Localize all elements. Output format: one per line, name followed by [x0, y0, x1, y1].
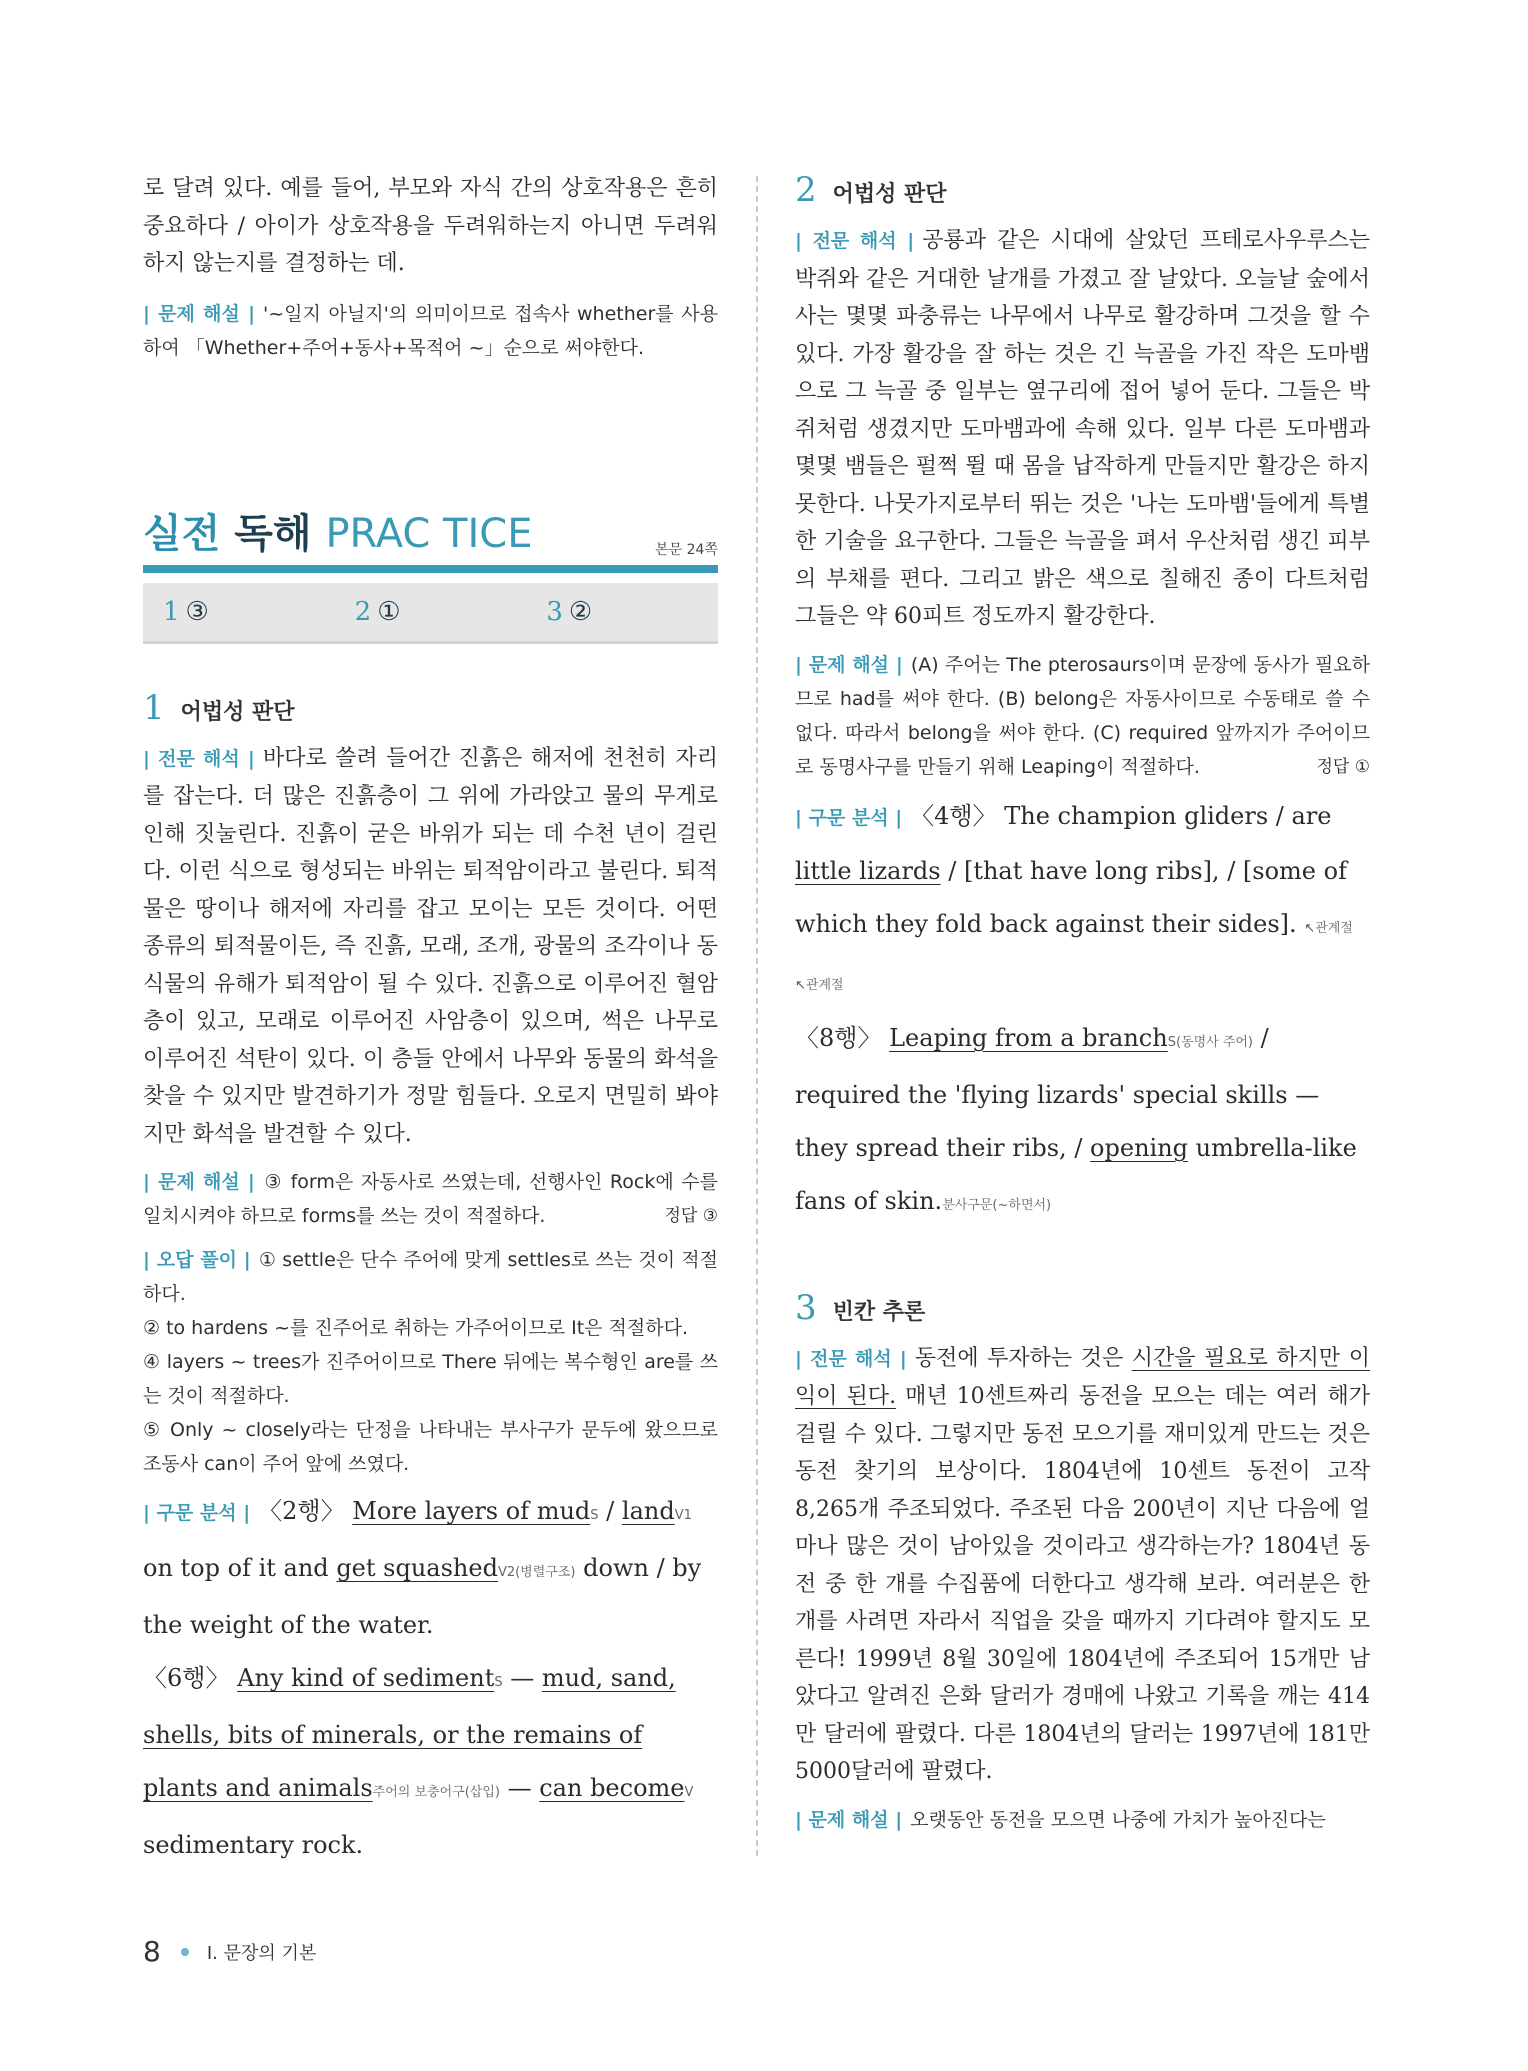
left-column	[143, 170, 718, 1872]
section-1-header	[143, 688, 718, 728]
plain-text: / [that have long ribs], / [some of which they fold back against their sides].	[795, 856, 1347, 938]
syntax-tag: | 구문 분석 |	[143, 1502, 251, 1524]
explanation-text: ③ form은 자동사로 쓰였는데, 선행사인 Rock에 수를 일치시켜야 하므로 forms를 쓰는 것이 적절하다.	[143, 1171, 719, 1227]
section-2-explanation	[795, 648, 1370, 784]
title-korean-2: 독해	[234, 510, 312, 557]
subject-label: S	[494, 1675, 503, 1690]
section-title: 빈칸 추론	[832, 1299, 926, 1325]
section-1-translation	[143, 740, 718, 1154]
page-number: 8	[143, 1935, 161, 1968]
section-number: 2	[795, 170, 817, 210]
intro-note	[143, 297, 718, 365]
note-text: '~일지 아닐지'의 의미이므로 접속사 whether를 사용하여 「Whether+주어+동사+목적어 ~」순으로 써야한다.	[143, 302, 718, 359]
translation-text: 공룡과 같은 시대에 살았던 프테로사우루스는 박쥐와 같은 거대한 날개를 가졌고 잘 날았다. 오늘날 숲에서 사는 몇몇 파충류는 나무에서 나무로 활강하며 그것을 할 수 있다. 가장 활강을 잘 하는 것은 긴 늑골을 가진 작은 도마뱀으로 그 늑골 중 일부는 옆구리에 접어 넣어 둔다. 그들은 박쥐처럼 생겼지만 도마뱀과에 속해 있다. 일부 다른 도마뱀과 몇몇 뱀들은 펄쩍 뛸 때 몸을 납작하게 만들지만 활강은 하지 못한다. 나뭇가지로부터 뛰는 것은 '나는 도마뱀'들에게 특별한 기술을 요구한다. 그들은 늑골을 펴서 우산처럼 생긴 피부의 부채를 편다. 그리고 밝은 색으로 칠해진 종이 다트처럼 그들은 약 60피트 정도까지 활강한다.	[795, 228, 1371, 629]
subject-phrase: Leaping from a branch	[889, 1023, 1168, 1052]
explanation-text: 오랫동안 동전을 모으면 나중에 가치가 높아진다는	[910, 1808, 1326, 1831]
answer-label: 정답 ③	[664, 1206, 718, 1226]
answer-2: 2 ①	[354, 596, 401, 627]
title-korean-1: 실전	[143, 510, 221, 557]
plain-text: 매년 10센트짜리 동전을 모으는 데는 여러 해가 걸릴 수 있다. 그렇지만 동전 모으기를 재미있게 만드는 것은 동전 찾기의 보상이다. 1804년에 10센트 동전이 고작 8,265개 주조되었다. 주조된 다음 200년이 지난 다음에 얼마나 많은 것이 남아있을 것이라고 생각하는가? 1804년 동전 중 한 개를 수집품에 더한다고 생각해 보라. 여러분은 한 개를 사려면 자라서 직업을 갖을 때까지 기다려야 할지도 모른다! 1999년 8월 30일에 1804년에 주조되어 15개만 남았다고 알려진 은화 달러가 경매에 나왔고 기록을 깨는 414만 달러에 팔렸다. 다른 1804년의 달러는 1997년에 181만 5000달러에 팔렸다.	[795, 1384, 1370, 1784]
section-3-explanation	[795, 1803, 1370, 1837]
answer-label: 정답 ①	[1316, 756, 1370, 777]
chapter-title: I. 문장의 기본	[206, 1942, 317, 1964]
page-footer	[143, 1935, 316, 1968]
intro-translation: 로 달려 있다. 예를 들어, 부모와 자식 간의 상호작용은 흔히 중요하다 / 아이가 상호작용을 두려워하는지 아니면 두려워하지 않는지를 결정하는 데.	[143, 176, 718, 276]
relative-clause-label: 관계절	[805, 977, 844, 993]
explanation-text: (A) 주어는 The pterosaurs이며 문장에 동사가 필요하므로 had를 써야 한다. (B) belong은 자동사이므로 수동태로 쓸 수 없다. 따라서 belong을 써야 한다. (C) required 앞까지가 주어이므로 동명사구를 만들기 위해 Leaping이 적절하다.	[795, 653, 1371, 778]
section-title: 어법성 판단	[180, 699, 295, 725]
relative-clause-label: 관계절	[1315, 920, 1353, 936]
wrong-item: ⑤ Only ~ closely라는 단정을 나타내는 부사구가 문두에 왔으므로 조동사 can이 주어 앞에 쓰였다.	[143, 1419, 718, 1475]
subject-phrase: More layers of mud	[352, 1497, 591, 1525]
arrow-icon: ↖	[795, 977, 806, 993]
translation-tag: | 전문 해석 |	[795, 1347, 907, 1370]
verb-phrase-2: get squashed	[336, 1554, 498, 1582]
verb-phrase: land	[621, 1497, 675, 1525]
translation-tag: | 전문 해석 |	[795, 230, 915, 252]
appositive-phrase: mud, sand, shells, bits of minerals, or the remains of plants and animals	[143, 1664, 676, 1802]
translation-tag: | 전문 해석 |	[143, 747, 255, 770]
right-column	[795, 170, 1370, 1837]
line-ref: 〈6행〉	[143, 1664, 230, 1692]
section-number: 3	[795, 1287, 817, 1328]
wrong-item: ① settle은 단수 주어에 맞게 settles로 쓰는 것이 적절하다.	[143, 1249, 718, 1305]
plain-text: on top of it and	[143, 1554, 329, 1582]
page-reference: 본문 24쪽	[655, 541, 718, 558]
section-3-header	[795, 1288, 1370, 1328]
plain-text: umbrella-like fans of skin.	[795, 1133, 1357, 1215]
verb-label: V1	[674, 1508, 692, 1523]
plain-text: The champion gliders / are	[1004, 801, 1332, 830]
syntax-tag: | 구문 분석 |	[795, 806, 903, 829]
section-2-header	[795, 170, 1370, 210]
arrow-icon: ↖	[1304, 920, 1316, 936]
explanation-tag: | 문제 해설 |	[795, 653, 903, 676]
line-ref: 〈4행〉	[910, 801, 997, 830]
participle-label: 분사구문(~하면서)	[942, 1197, 1052, 1213]
answer-3: 3 ②	[546, 596, 593, 627]
explanation-tag: | 문제 해설 |	[795, 1808, 903, 1831]
subject-label: S(동명사 주어)	[1167, 1034, 1254, 1050]
section-1-explanation	[143, 1165, 718, 1233]
section-2-translation	[795, 222, 1370, 636]
answers-bar	[143, 583, 718, 644]
wrong-answers	[143, 1243, 718, 1481]
line-ref: 〈8행〉	[795, 1023, 882, 1052]
column-divider	[756, 176, 758, 1856]
note-tag: | 문제 해설 |	[143, 302, 256, 325]
line-ref: 〈2행〉	[258, 1497, 345, 1525]
practice-header	[143, 499, 718, 573]
plain-text: sedimentary rock.	[143, 1831, 364, 1859]
plain-text: 동전에 투자하는 것은	[914, 1345, 1124, 1371]
explanation-tag: | 문제 해설 |	[143, 1171, 255, 1193]
verb-phrase: can become	[539, 1774, 685, 1802]
section-3-translation	[795, 1340, 1370, 1791]
syntax-analysis-1: | 구문 분석 | 〈2행〉 More layers of mudS / landV1 on top of it and get squashedV2(병렬구조) down / by the weight of the water.	[143, 1497, 702, 1639]
syntax-analysis-2: 〈6행〉 Any kind of sedimentS — mud, sand, shells, bits of minerals, or the remains of plants and animals주어의 보충어구(삽입) — can becomeV sedimentary rock.	[143, 1664, 694, 1859]
answer-1: 1 ③	[163, 596, 209, 627]
subject-label: S	[590, 1508, 599, 1523]
verb-label-2: V2(병렬구조)	[497, 1565, 576, 1580]
plain-text: / required the 'flying lizards' special skills — they spread their ribs, /	[795, 1023, 1320, 1162]
section-number: 1	[143, 687, 165, 728]
syntax-analysis-4	[795, 1012, 1370, 1232]
wrong-item: ② to hardens ~를 진주어로 취하는 가주어이므로 It은 적절하다.	[143, 1317, 689, 1339]
appositive-label: 주어의 보충어구(삽입)	[372, 1785, 500, 1800]
syntax-analysis-3	[795, 790, 1370, 1012]
practice-title	[143, 502, 532, 559]
wrong-item: ④ layers ~ trees가 진주어이므로 There 뒤에는 복수형인 are를 쓰는 것이 적절하다.	[143, 1351, 718, 1407]
title-english: PRAC TICE	[325, 510, 533, 557]
antecedent-phrase: little lizards	[795, 856, 941, 885]
verb-label: V	[684, 1785, 694, 1800]
underlined-answer: 시간을 필요로 하지만 이익이 된다.	[795, 1345, 1370, 1409]
plain-text: down / by the weight of the water.	[143, 1554, 702, 1639]
section-title: 어법성 판단	[832, 182, 947, 207]
translation-text: 바다로 쓸려 들어간 진흙은 해저에 천천히 자리를 잡는다. 더 많은 진흙층이 그 위에 가라앉고 물의 무게로 인해 짓눌린다. 진흙이 굳은 바위가 되는 데 수천 년이 걸린다. 이런 식으로 형성되는 바위는 퇴적암이라고 불린다. 퇴적물은 땅이나 해저에 자리를 잡고 모이는 모든 것이다. 어떤 종류의 퇴적물이든, 즉 진흙, 모래, 조개, 광물의 조각이나 동식물의 유해가 퇴적암이 될 수 있다. 진흙으로 이루어진 혈암층이 있고, 모래로 이루어진 사암층이 있으며, 썩은 나무로 이루어진 석탄이 있다. 이 층들 안에서 나무와 동물의 화석을 찾을 수 있지만 발견하기가 정말 힘들다. 오로지 면밀히 봐야지만 화석을 발견할 수 있다.	[143, 745, 718, 1147]
subject-phrase: Any kind of sediment	[237, 1664, 495, 1692]
participle-phrase: opening	[1090, 1133, 1189, 1162]
bullet-dot-icon	[181, 1948, 189, 1956]
wrong-tag: | 오답 풀이 |	[143, 1249, 251, 1271]
